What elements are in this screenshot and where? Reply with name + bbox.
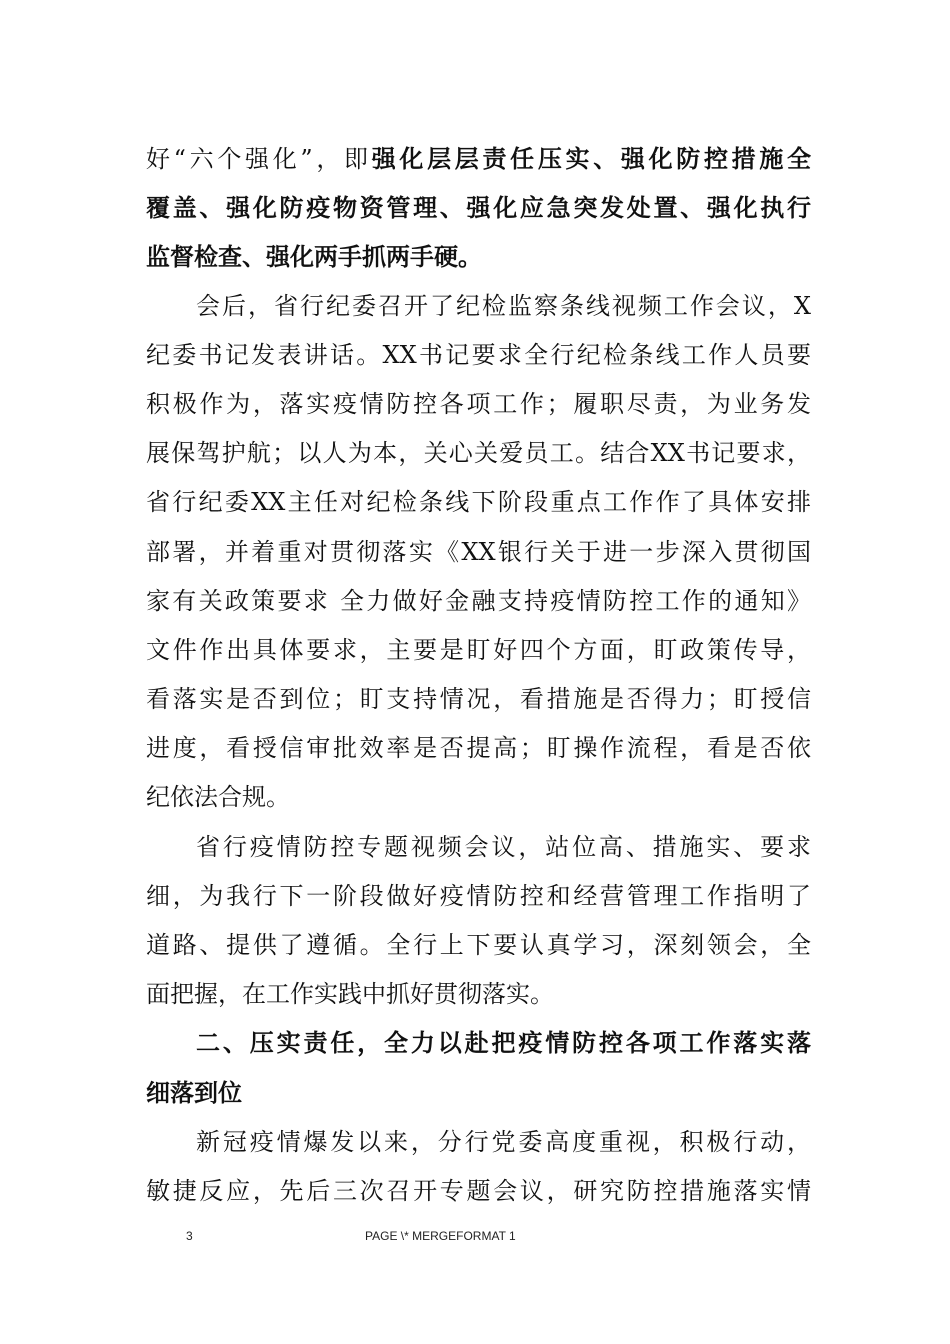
text-line: 面把握，在工作实践中抓好贯彻落实。: [146, 980, 554, 1009]
page-field-code: PAGE \* MERGEFORMAT 1: [365, 1229, 516, 1243]
text-line: 看落实是否到位；盯支持情况，看措施是否得力；盯授信: [146, 685, 811, 714]
text-line: 部署，并着重对贯彻落实《XX银行关于进一步深入贯彻国: [146, 537, 811, 566]
paragraph-first-line: 新冠疫情爆发以来，分行党委高度重视，积极行动，: [196, 1127, 811, 1156]
text-line: 覆盖、强化防疫物资管理、强化应急突发处置、强化执行: [146, 193, 811, 223]
bold-text-run: 强化层层责任压实、强化防控措施全: [371, 144, 812, 173]
text-line: 敏捷反应，先后三次召开专题会议，研究防控措施落实情: [146, 1176, 811, 1205]
paragraph-first-line: 会后，省行纪委召开了纪检监察条线视频工作会议，X: [196, 291, 811, 320]
text-line: 积极作为，落实疫情防控各项工作；履职尽责，为业务发: [146, 389, 811, 418]
text-line: 家有关政策要求 全力做好金融支持疫情防控工作的通知》: [146, 586, 811, 615]
text-line: 进度，看授信审批效率是否提高；盯操作流程，看是否依: [146, 734, 811, 763]
section-heading: 二、压实责任，全力以赴把疫情防控各项工作落实落: [196, 1029, 811, 1058]
document-body: [146, 134, 811, 1216]
text-line: 纪依法合规。: [146, 783, 290, 812]
text-line: 道路、提供了遵循。全行上下要认真学习，深刻领会，全: [146, 931, 811, 959]
text-line: 省行纪委XX主任对纪检条线下阶段重点工作作了具体安排: [146, 488, 811, 517]
page-number: 3: [186, 1229, 193, 1243]
text-line: 文件作出具体要求，主要是盯好四个方面，盯政策传导，: [146, 635, 811, 664]
paragraph-first-line: 省行疫情防控专题视频会议，站位高、措施实、要求: [196, 832, 811, 861]
section-heading-continued: 细落到位: [146, 1078, 242, 1107]
text-line: 展保驾护航；以人为本，关心关爱员工。结合XX书记要求，: [146, 439, 811, 468]
text-line: [146, 134, 811, 183]
text-line: 监督检查、强化两手抓两手硬。: [146, 242, 482, 272]
text-run: 好“六个强化”，即: [146, 145, 372, 173]
text-line: 纪委书记发表讲话。XX书记要求全行纪检条线工作人员要: [146, 340, 811, 369]
text-line: 细，为我行下一阶段做好疫情防控和经营管理工作指明了: [146, 881, 811, 910]
